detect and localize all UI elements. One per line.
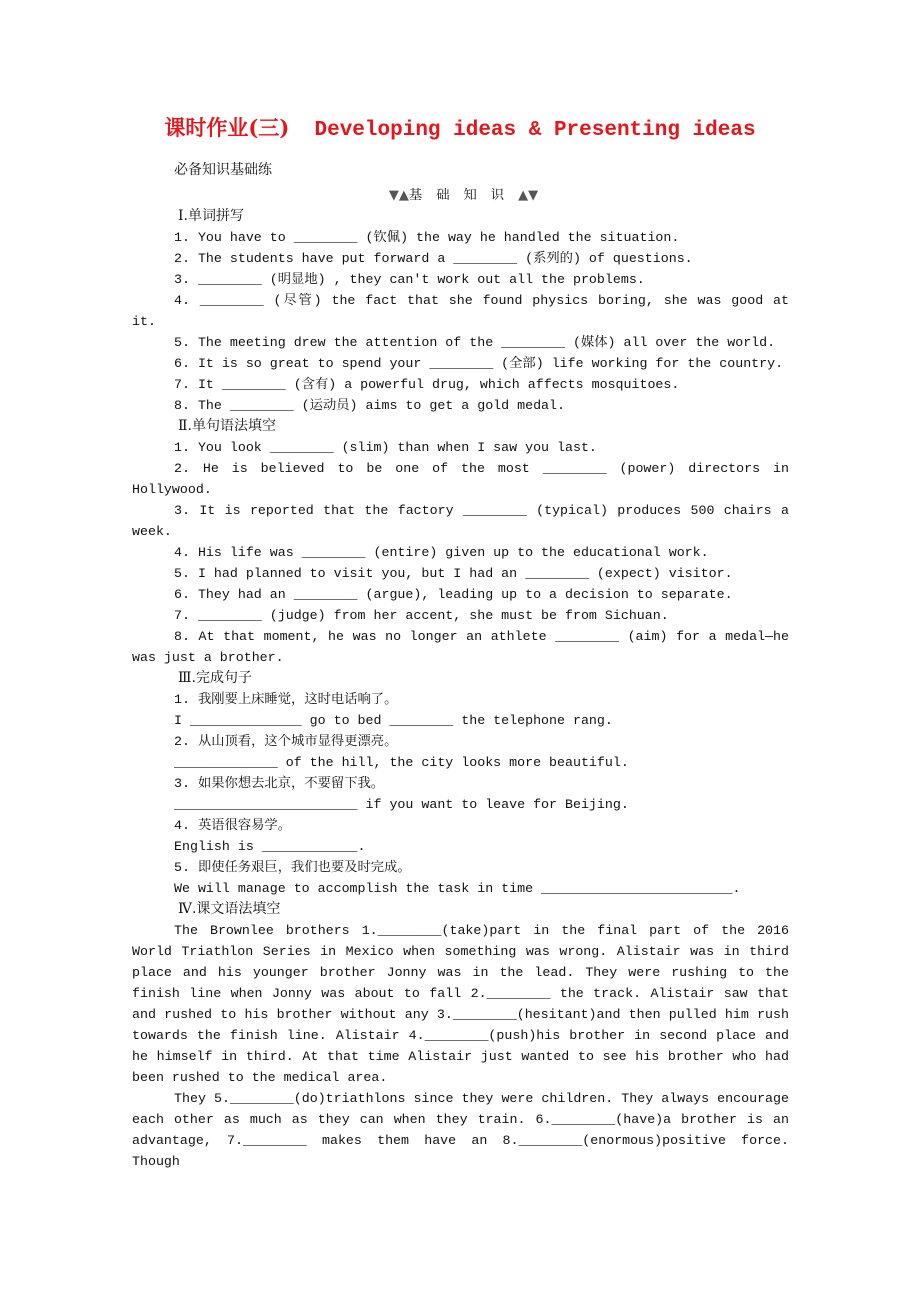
exercise-item: 1. 我刚要上床睡觉，这时电话响了。 (174, 692, 398, 707)
passage-paragraph: The Brownlee brothers 1.________(take)part in the final part of the 2016 World Triathlon Series in Mexico when something was wrong. Alistair was in third place and his younger brother Jonny was in the lead. They were rushing to the finish line when Jonny was about to fall 2.________ the track. Alistair saw that and rushed to his brother without any 3.________(hesitant)and then pulled him rush towards the finish line. Alistair 4.________(push)his brother in second place and he himself in third. At that time Alistair just wanted to see his brother who had been rushed to the medical area. (132, 923, 789, 1085)
banner-triangle-left-icon: ▼▲ (388, 188, 409, 203)
exercise-item: 6. It is so great to spend your ________ (全部) life working for the country. (174, 356, 784, 371)
page-title (0, 112, 920, 142)
exercise-item: 6. They had an ________ (argue), leading up to a decision to separate. (174, 587, 733, 602)
banner-triangle-right-icon: ▲▼ (518, 188, 539, 203)
exercise-item: 1. You look ________ (slim) than when I saw you last. (174, 440, 597, 455)
exercise-item: 2. He is believed to be one of the most ________ (power) directors in Hollywood. (132, 461, 789, 497)
exercise-item: 5. The meeting drew the attention of the ________ (媒体) all over the world. (174, 335, 776, 350)
exercise-item: 3. ________ (明显地) , they can't work out all the problems. (174, 272, 645, 287)
section-heading: Ⅳ.课文语法填空 (178, 901, 281, 917)
exercise-item: 2. The students have put forward a ________ (系列的) of questions. (174, 251, 693, 266)
exercise-item: 1. You have to ________ (钦佩) the way he handled the situation. (174, 230, 680, 245)
exercise-item: 8. The ________ (运动员) aims to get a gold medal. (174, 398, 565, 413)
passage-paragraph: They 5.________(do)triathlons since they were children. They always encourage each other as much as they can when they train. 6.________(have)a brother is an advantage, 7.________ makes them have an 8.________(enormous)positive force. Though (132, 1091, 789, 1169)
subtitle: 必备知识基础练 (174, 162, 272, 178)
section-heading: Ⅲ.完成句子 (178, 670, 252, 686)
exercise-item: 2. 从山顶看，这个城市显得更漂亮。 (174, 734, 398, 749)
exercise-item: We will manage to accomplish the task in time ________________________. (174, 881, 741, 896)
section-heading: Ⅱ.单句语法填空 (178, 418, 276, 434)
banner-text: 基础知识 (408, 188, 519, 203)
title-cn: 课时作业(三) (164, 115, 290, 140)
exercise-item: 7. It ________ (含有) a powerful drug, which affects mosquitoes. (174, 377, 680, 392)
exercise-item: _______________________ if you want to leave for Beijing. (174, 797, 629, 812)
exercise-item: 3. It is reported that the factory ________ (typical) produces 500 chairs a week. (132, 503, 789, 539)
exercise-item: _____________ of the hill, the city looks more beautiful. (174, 755, 629, 770)
document-body (132, 160, 789, 1172)
section-banner (138, 185, 789, 206)
exercise-item: 5. I had planned to visit you, but I had an ________ (expect) visitor. (174, 566, 733, 581)
exercise-item: 5. 即使任务艰巨，我们也要及时完成。 (174, 860, 411, 875)
exercise-item: English is ____________. (174, 839, 366, 854)
exercise-item: I ______________ go to bed ________ the telephone rang. (174, 713, 613, 728)
section-heading: Ⅰ.单词拼写 (178, 208, 244, 224)
title-en: Developing ideas & Presenting ideas (314, 119, 756, 142)
exercise-item: 4. 英语很容易学。 (174, 818, 292, 833)
exercise-item: 7. ________ (judge) from her accent, she must be from Sichuan. (174, 608, 669, 623)
exercise-item: 3. 如果你想去北京，不要留下我。 (174, 776, 385, 791)
exercise-item: 4. His life was ________ (entire) given up to the educational work. (174, 545, 709, 560)
exercise-item: 8. At that moment, he was no longer an athlete ________ (aim) for a medal—he was just a brother. (132, 629, 789, 665)
exercise-item: 4. ________ (尽管) the fact that she found physics boring, she was good at it. (132, 293, 789, 329)
